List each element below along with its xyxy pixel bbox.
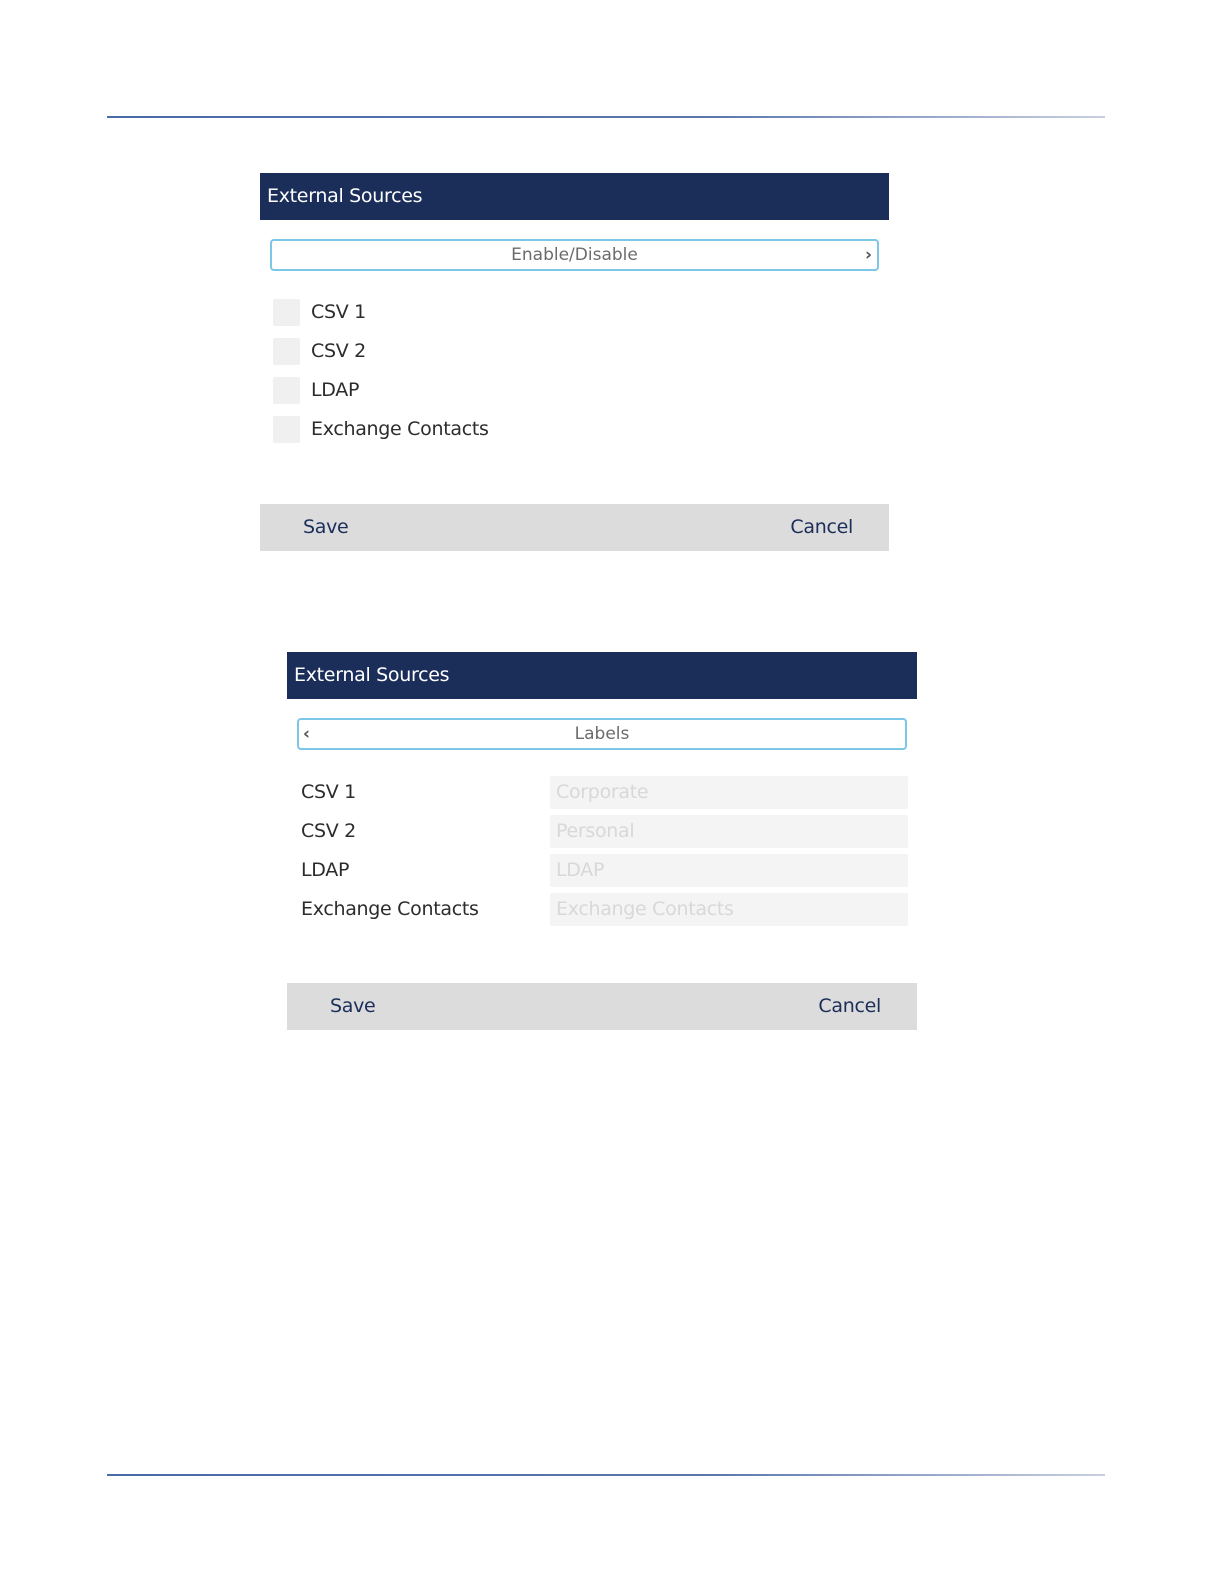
external-sources-enable-panel (260, 173, 889, 551)
label-row-csv1 (287, 776, 917, 808)
cancel-button[interactable]: Cancel (790, 516, 853, 538)
header-rule (107, 116, 1105, 118)
item-label: Exchange Contacts (311, 418, 489, 440)
chevron-right-icon[interactable]: › (864, 245, 872, 265)
checkbox[interactable] (273, 416, 300, 443)
softkey-bar (260, 504, 889, 551)
label-field-exchange-contacts[interactable]: Exchange Contacts (550, 893, 908, 926)
labels-nav[interactable] (297, 718, 907, 750)
item-label: LDAP (301, 859, 350, 881)
item-label: Exchange Contacts (301, 898, 479, 920)
nav-label: Labels (574, 724, 630, 744)
label-row-csv2 (287, 815, 917, 847)
chevron-left-icon[interactable]: ‹ (303, 724, 311, 744)
item-label: LDAP (311, 379, 360, 401)
item-label: CSV 1 (311, 301, 366, 323)
save-button[interactable]: Save (303, 516, 349, 538)
list-item-csv2[interactable] (260, 338, 889, 370)
nav-label: Enable/Disable (511, 245, 638, 265)
label-field-csv2[interactable]: Personal (550, 815, 908, 848)
label-row-exchange-contacts (287, 893, 917, 925)
list-item-csv1[interactable] (260, 299, 889, 331)
item-label: CSV 2 (301, 820, 356, 842)
checkbox[interactable] (273, 338, 300, 365)
panel-title: External Sources (260, 173, 889, 220)
checkbox[interactable] (273, 299, 300, 326)
softkey-bar (287, 983, 917, 1030)
list-item-ldap[interactable] (260, 377, 889, 409)
save-button[interactable]: Save (330, 995, 376, 1017)
footer-rule (107, 1474, 1105, 1476)
item-label: CSV 2 (311, 340, 366, 362)
list-item-exchange-contacts[interactable] (260, 416, 889, 448)
label-field-csv1[interactable]: Corporate (550, 776, 908, 809)
item-label: CSV 1 (301, 781, 356, 803)
external-sources-labels-panel (287, 652, 917, 1030)
panel-title: External Sources (287, 652, 917, 699)
label-row-ldap (287, 854, 917, 886)
label-field-ldap[interactable]: LDAP (550, 854, 908, 887)
checkbox[interactable] (273, 377, 300, 404)
enable-disable-nav[interactable] (270, 239, 879, 271)
cancel-button[interactable]: Cancel (818, 995, 881, 1017)
